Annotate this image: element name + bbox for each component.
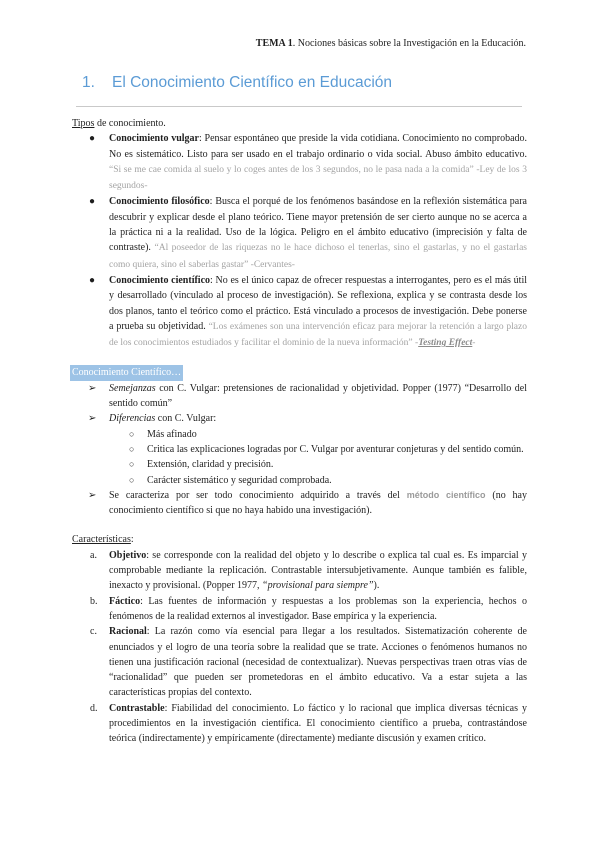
page-header (256, 38, 526, 49)
list-item-vulgar: ● Conocimiento vulgar: Pensar espontáneo que preside la vida cotidiana. Conocimiento no comprobado. No es sistemático. Listo para ser usado en el trabajo ordinario o vida social. Abuso ámbito educativo. “Si se me cae comida al suelo y lo coges antes de los 3 segundos, no le pasa nada a la comida” -Ley de los 3 segundos- (89, 133, 528, 192)
section-number: 1. (82, 74, 95, 91)
list-item-cientifico: ● Conocimiento científico: No es el único capaz de ofrecer respuestas a interrogantes, pero es el más útil y desarrollado (vinculado al proceso de investigación). Se reflexiona, explica y se contrasta desde los dos planos, tanto el teórico como el práctico. Está vinculado a procesos de investigación. Debe ponerse a prueba su objetividad. “Los exámenes son una intervención eficaz para mejorar la retención a largo plazo de los conocimientos estudiados y facilitar el dominio de la nueva información” -Testing Effect- (89, 274, 527, 349)
quote: “Si se me cae comida al suelo y lo coges antes de los 3 segundos, no le pasa nada a la comida” -Ley de los 3 segundos- (109, 164, 527, 192)
header-subtitle: . Nociones básicas sobre la Investigación en la Educación. (292, 38, 526, 49)
spacer (72, 351, 527, 365)
char-item-racional: c. Racional: La razón como vía esencial para llegar a los resultados. Sistematización coherente de enunciados y el logro de una teoría sobre la realidad que se trate. Acciones o fenómenos humanos no tienen una justificación racional (necesidad de contextualizar). Nuevas perspectivas traen otras vías de “racionalidad” que pueden ser prometedoras en el ámbito educativo. Va a estar sujeta a las características propias del contexto. (90, 626, 527, 699)
bullet-icon: ● (89, 274, 96, 286)
arrow-icon: ➢ (88, 382, 97, 394)
arrow-item-caracteriza: ➢ Se caracteriza por ser todo conocimiento adquirido a través del método científico (no hay conocimiento científico si que no haya habido una investigación). (88, 489, 527, 517)
sub-item: ○ Extensión, claridad y precisión. (72, 457, 527, 472)
section-title-text: El Conocimiento Científico en Educación (112, 74, 393, 91)
char-item-objetivo: a. Objetivo: se corresponde con la realidad del objeto y lo describe o explica tal cual es. Es imparcial y comprobable mediante la replicación. Contrastable intersubjetivamente. Aunque también es falible, inexacto y provisional. (Popper 1977, “provisional para siempre”). (90, 549, 527, 592)
arrow-icon: ➢ (88, 489, 97, 501)
bullet-icon: ● (89, 133, 96, 145)
circle-icon: ○ (129, 474, 135, 485)
section-title (82, 74, 392, 92)
header-topic: TEMA 1 (255, 38, 293, 49)
arrow-icon: ➢ (88, 413, 97, 425)
bullet-icon: ● (89, 196, 96, 208)
circle-icon: ○ (129, 459, 135, 470)
quote: “Los exámenes son una intervención eficaz para mejorar la retención a largo plazo de los conocimientos estudiados y facilitar el dominio de la nueva información” -Testing Effect- (109, 321, 527, 349)
sub-item: ○ Critica las explicaciones logradas por C. Vulgar por aventurar conjeturas y del sentido común. (72, 442, 527, 457)
sub-item: ○ Carácter sistemático y seguridad comprobada. (72, 473, 527, 488)
circle-icon: ○ (129, 428, 135, 439)
arrow-item-diferencias: ➢ Diferencias con C. Vulgar: (72, 411, 527, 426)
cientifico-heading: Conocimiento Científico… (72, 365, 527, 380)
circle-icon: ○ (129, 443, 135, 454)
sub-item: ○ Más afinado (72, 427, 527, 442)
char-item-contrastable: d. Contrastable: Fiabilidad del conocimiento. Lo fáctico y lo racional que implica diversas técnicas y procedimientos en la investigación científica. El conocimiento científico a prueba, contrastándose teórica (indirectamente) y empíricamente (directamente) mediante discusión y examen crítico. (90, 702, 527, 745)
char-item-factico: b. Fáctico: Las fuentes de información y respuestas a los problemas son la experiencia, hechos o fenómenos de la realidad externos al investigador. Base empírica y la experiencia. (90, 595, 527, 622)
quote: “Al poseedor de las riquezas no le hace dichoso el tenerlas, sino el gastarlas, y no el gastarlas como quiera, sino el saberlas gastar” -Cervantes- (109, 243, 527, 270)
title-divider (76, 106, 522, 107)
document-body (72, 116, 527, 747)
arrow-item-semejanzas: ➢ Semejanzas con C. Vulgar: pretensiones de racionalidad y objetividad. Popper (1977) “Desarrollo del sentido común” (88, 382, 527, 410)
spacer (72, 518, 527, 532)
list-item-filosofico: ● Conocimiento filosófico: Busca el porqué de los fenómenos basándose en la reflexión sistemática para descubrir y explicar desde el plano teórico. Tiene mayor pretensión de ser cierto aunque no se acerca a la práctica ni a la realidad. Uso de la lógica. Peligro en el ámbito educativo (imprecisión y falta de contraste). “Al poseedor de las riquezas no le hace dichoso el tenerlas, sino el gastarlas, y no el gastarlas como quiera, sino el saberlas gastar” -Cervantes- (89, 196, 528, 270)
caracteristicas-heading: Características: (72, 534, 134, 546)
tipos-heading: Tipos de conocimiento. (72, 118, 166, 129)
